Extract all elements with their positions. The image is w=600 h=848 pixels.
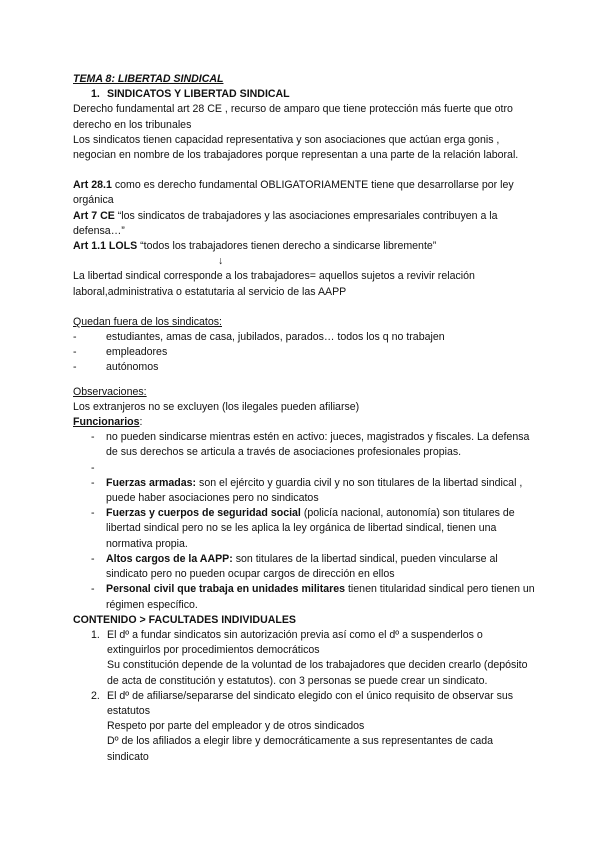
- excluded-heading: Quedan fuera de los sindicatos:: [73, 315, 222, 328]
- article-text: “todos los trabajadores tienen derecho a sindicarse libremente”: [137, 240, 437, 253]
- list-item-text: autónomos: [106, 361, 159, 374]
- item-text: son titulares de la libertad sindical, pueden vincularse al sindicato pero no pueden ocupar cargos de dirección en ellos: [106, 552, 498, 581]
- list-item-text: estudiantes, amas de casa, jubilados, parados… todos los q no trabajen: [106, 331, 445, 344]
- list-item-text: [106, 476, 535, 506]
- article-1-1-lols: [73, 239, 535, 254]
- funcionarios-heading: [73, 415, 535, 430]
- numbered-item-body: [107, 628, 535, 689]
- observations-text: Los extranjeros no se excluyen (los ilegales pueden afiliarse): [73, 400, 360, 413]
- item-bold: Personal civil que trabaja en unidades militares: [106, 583, 346, 596]
- dash-bullet: -: [91, 552, 95, 565]
- section-heading: [73, 87, 535, 102]
- intro-paragraph-1: Derecho fundamental art 28 CE , recurso de amparo que tiene protección más fuerte que otro derecho en los tribunales: [73, 103, 513, 131]
- list-item: [73, 345, 535, 360]
- list-item: [73, 430, 535, 460]
- item-bold: Altos cargos de la AAPP:: [106, 552, 233, 565]
- item-text: son el ejército y guardia civil y no son titulares de la libertad sindical , puede haber asociaciones pero no sindicatos: [106, 476, 523, 505]
- dash-bullet: -: [73, 331, 77, 344]
- article-7-ce: [73, 209, 535, 239]
- document-page: [73, 72, 535, 765]
- funcionarios-colon: :: [139, 416, 143, 429]
- section-heading-text: SINDICATOS Y LIBERTAD SINDICAL: [107, 88, 290, 101]
- dash-bullet: -: [91, 476, 95, 489]
- dash-bullet: -: [73, 361, 77, 374]
- list-item-text: empleadores: [106, 346, 168, 359]
- list-item: [73, 360, 535, 375]
- list-item-text: no pueden sindicarse mientras estén en activo: jueces, magistrados y fiscales. La defensa de sus derechos se articula a través de asociaciones profesionales propias.: [106, 431, 530, 459]
- item-number: 2.: [91, 689, 100, 702]
- dash-bullet: -: [91, 461, 95, 474]
- list-item: [73, 552, 535, 582]
- numbered-item: [73, 689, 535, 765]
- dash-bullet: -: [73, 346, 77, 359]
- page-title: TEMA 8: LIBERTAD SINDICAL: [73, 73, 224, 85]
- item-text: tienen titularidad sindical pero tienen un régimen específico.: [106, 583, 535, 611]
- item-line: Respeto por parte del empleador y de otros sindicados: [107, 720, 365, 733]
- article-ref: Art 1.1 LOLS: [73, 240, 138, 253]
- article-ref: Art 28.1: [73, 179, 112, 192]
- numbered-item: [73, 628, 535, 689]
- funcionarios-label: Funcionarios: [73, 416, 140, 429]
- list-item: [73, 582, 535, 612]
- item-text: (policía nacional, autonomía) son titulares de libertad sindical pero no se les aplica la ley orgánica de libertad sindical, tienen una normativa propia.: [106, 507, 515, 550]
- list-item-text: [106, 506, 535, 552]
- list-item: [73, 461, 535, 476]
- list-item-text: [106, 582, 535, 612]
- down-arrow-icon: ↓: [218, 255, 224, 268]
- item-line: Su constitución depende de la voluntad de los trabajadores que deciden crearlo (depósito de acta de constitución y estatutos). con 3 personas se puede crear un sindicato.: [107, 659, 528, 687]
- item-line: El dº a fundar sindicatos sin autorización previa así como el dº a suspenderlos o extinguirlos por procedimientos democráticos: [107, 628, 483, 657]
- intro-paragraph-2: Los sindicatos tienen capacidad representativa y son asociaciones que actúan erga gonis , negocian en nombre de los trabajadores porque representan a una parte de la relación laboral.: [73, 133, 519, 162]
- list-item: [73, 476, 535, 506]
- section-number: 1.: [91, 88, 100, 101]
- dash-bullet: -: [91, 431, 95, 444]
- article-text: como es derecho fundamental OBLIGATORIAMENTE tiene que desarrollarse por ley orgánica: [73, 179, 514, 207]
- article-text: “los sindicatos de trabajadores y las asociaciones empresariales contribuyen a la defensa…”: [73, 209, 498, 237]
- item-number: 1.: [91, 628, 100, 641]
- numbered-item-body: [107, 689, 535, 765]
- dash-bullet: -: [91, 583, 95, 596]
- contenido-heading-text: CONTENIDO > FACULTADES INDIVIDUALES: [73, 613, 296, 626]
- contenido-heading: [73, 613, 535, 628]
- freedom-paragraph: La libertad sindical corresponde a los trabajadores= aquellos sujetos a revivir relación laboral,administrativa o estatutaria al servicio de las AAPP: [73, 270, 475, 298]
- article-ref: Art 7 CE: [73, 209, 115, 222]
- item-bold: Fuerzas armadas:: [106, 476, 197, 489]
- observations-heading: Observaciones:: [73, 385, 147, 398]
- list-item-text: [106, 552, 535, 582]
- item-line: Dº de los afiliados a elegir libre y democráticamente a sus representantes de cada sindicato: [107, 735, 494, 763]
- dash-bullet: -: [91, 507, 95, 520]
- article-28-1: [73, 178, 535, 208]
- item-bold: Fuerzas y cuerpos de seguridad social: [106, 507, 301, 520]
- list-item: [73, 330, 535, 345]
- list-item: [73, 506, 535, 552]
- item-line: El dº de afiliarse/separarse del sindicato elegido con el único requisito de observar sus estatutos: [107, 689, 514, 717]
